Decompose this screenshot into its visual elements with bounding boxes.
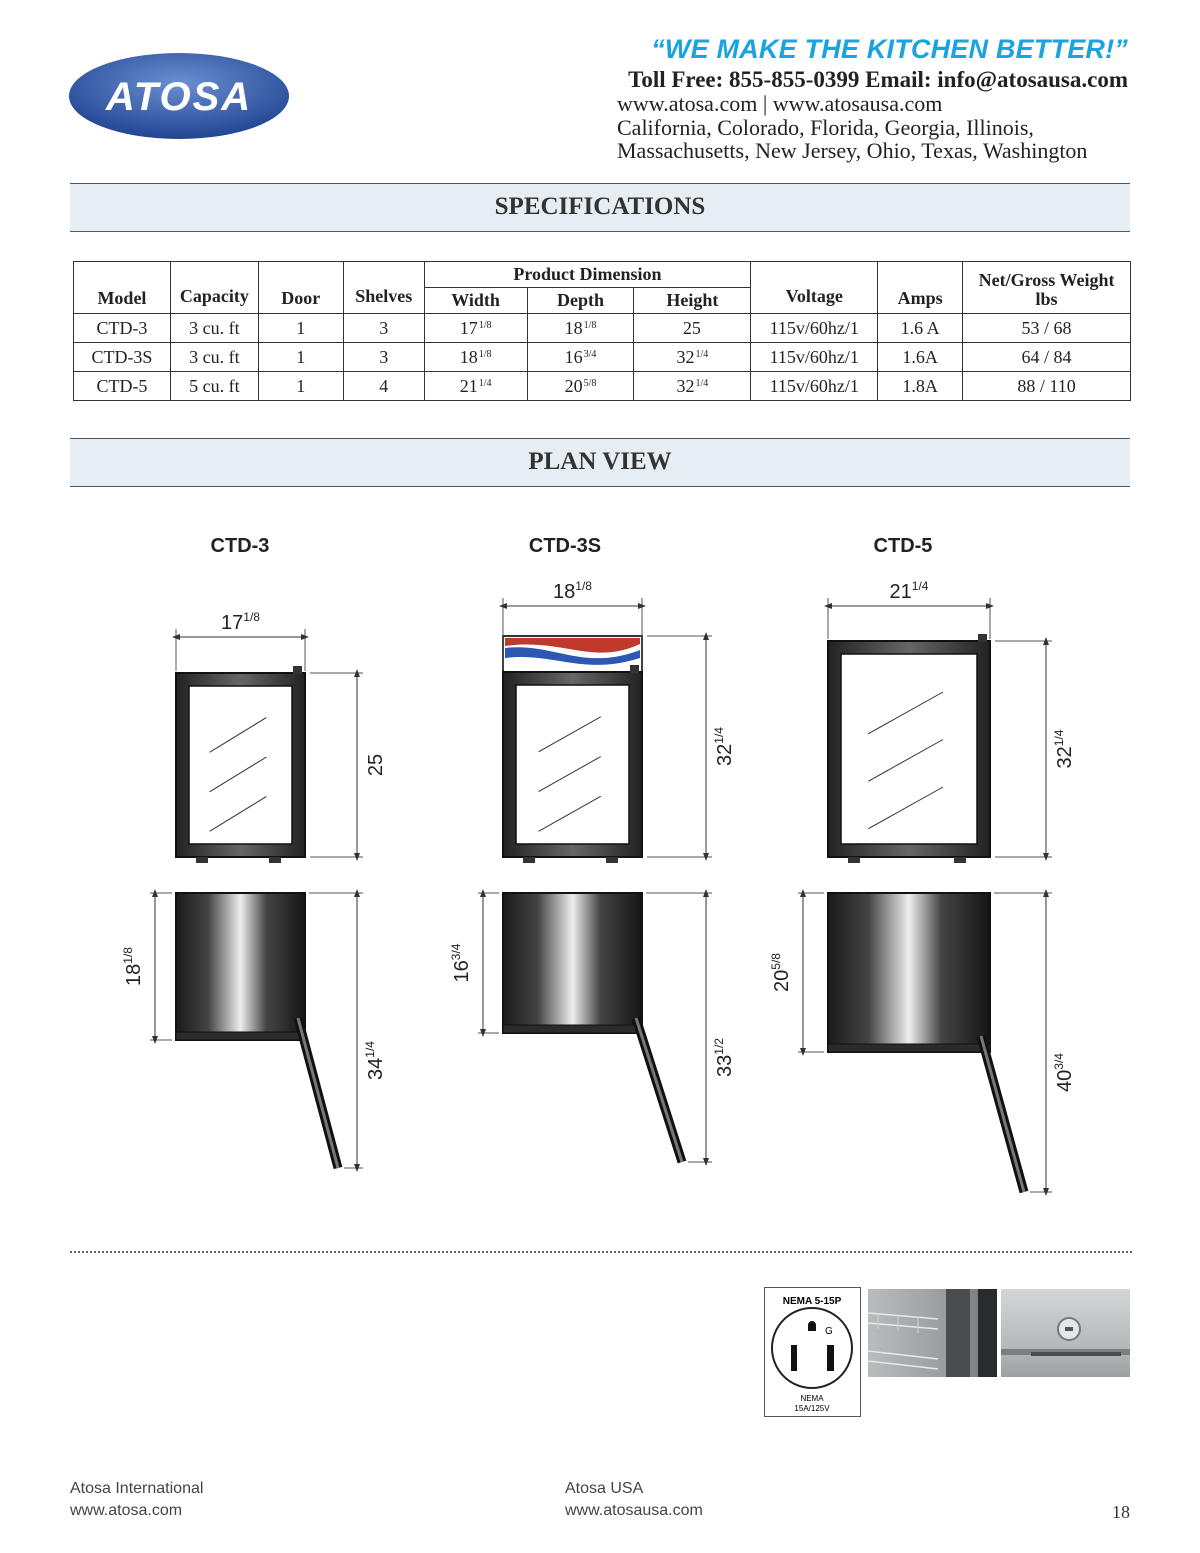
footer-divider (70, 1251, 1132, 1253)
footer-company-international: Atosa International (70, 1480, 204, 1497)
cell-voltage-value: 115v/60hz/1 (769, 317, 859, 338)
cell-weight (963, 343, 1131, 372)
cell-width-value: 18 (459, 346, 478, 367)
header-weight (963, 262, 1131, 314)
hinge-mark (630, 665, 639, 673)
width-dimension-label-value: 17 (221, 612, 244, 634)
cell-width-fraction: 1/8 (478, 348, 492, 360)
cell-door-value: 1 (296, 346, 306, 367)
width-dimension-label (221, 610, 260, 634)
cell-shelves (343, 343, 424, 372)
cell-model-value: CTD-3 (96, 317, 148, 338)
height-dimension-label-value: 32 (1054, 746, 1076, 769)
header-capacity: Capacity (170, 262, 258, 314)
cell-weight-value: 64 / 84 (1021, 346, 1072, 367)
table-row (74, 314, 1131, 343)
cell-model (74, 343, 171, 372)
open-door-highlight (298, 1018, 338, 1168)
cell-voltage-value: 115v/60hz/1 (769, 375, 859, 396)
svg-text:ATOSA: ATOSA (105, 75, 253, 119)
cell-door (258, 343, 343, 372)
depth-dimension-label-fraction: 3/4 (449, 943, 463, 961)
depth-dimension-label-value: 16 (451, 960, 473, 983)
door-edge (176, 1032, 305, 1040)
header-height: Height (634, 288, 751, 314)
height-dimension-label (712, 727, 736, 766)
model-drawing-title: CTD-5 (873, 535, 933, 557)
glass-door (516, 685, 629, 844)
hinge-mark (293, 666, 302, 674)
cell-width-fraction: 1/8 (478, 319, 492, 331)
leveling-foot (523, 857, 535, 863)
cell-weight (963, 314, 1131, 343)
cell-capacity (170, 314, 258, 343)
plan-view-heading-bar (70, 438, 1130, 487)
width-dimension-label (890, 579, 929, 603)
cabinet-top-view (176, 893, 305, 1040)
cell-amps-value: 1.6A (902, 346, 938, 367)
header-door: Door (258, 262, 343, 314)
cell-model-value: CTD-5 (96, 375, 148, 396)
specifications-table (73, 261, 1131, 401)
cell-voltage (751, 314, 878, 343)
leveling-foot (954, 857, 966, 863)
header-depth: Depth (527, 288, 634, 314)
cell-height-value: 25 (682, 317, 701, 338)
cell-height-value: 32 (676, 375, 695, 396)
leveling-foot (848, 857, 860, 863)
table-header-row (74, 262, 1131, 288)
cell-depth-value: 18 (564, 317, 583, 338)
table-row (74, 372, 1131, 401)
open-depth-dimension-label (1052, 1053, 1076, 1092)
cabinet-top-view (503, 893, 642, 1033)
cell-height (634, 372, 751, 401)
specifications-heading-bar (70, 183, 1130, 232)
cell-depth-value: 16 (564, 346, 583, 367)
header-voltage: Voltage (751, 262, 878, 314)
model-drawing-title: CTD-3S (528, 535, 602, 557)
cell-depth (527, 343, 634, 372)
door-edge (828, 1044, 990, 1052)
width-dimension-label-value: 18 (553, 581, 576, 603)
cell-width (424, 372, 527, 401)
door-edge (503, 1025, 642, 1033)
header-weight-line1: Net/Gross Weight (978, 270, 1115, 290)
depth-dimension-label-value: 18 (123, 963, 145, 986)
cell-door-value: 1 (296, 375, 306, 396)
states-line-2: Massachusetts, New Jersey, Ohio, Texas, Washington (617, 138, 1088, 163)
cell-width (424, 314, 527, 343)
hinge-mark (978, 634, 987, 642)
cell-shelves (343, 372, 424, 401)
cell-door-value: 1 (296, 317, 306, 338)
nema-plug-diagram (764, 1287, 861, 1417)
cell-height (634, 314, 751, 343)
header-shelves: Shelves (343, 262, 424, 314)
leveling-foot (269, 857, 281, 863)
footer-link-atosa[interactable]: www.atosa.com (70, 1502, 183, 1519)
width-dimension-label-fraction: 1/8 (575, 579, 592, 593)
depth-dimension-label-fraction: 5/8 (769, 953, 783, 970)
header-width: Width (424, 288, 527, 314)
svg-text:NEMA: NEMA (800, 1394, 824, 1403)
height-dimension-label (1052, 729, 1076, 768)
cell-capacity-value: 3 cu. ft (189, 317, 240, 338)
cell-model-value: CTD-3S (91, 346, 153, 367)
model-drawing-title: CTD-3 (210, 535, 270, 557)
open-door-highlight (981, 1036, 1024, 1192)
cell-weight (963, 372, 1131, 401)
leveling-foot (196, 857, 208, 863)
footer-company-usa: Atosa USA (565, 1480, 644, 1497)
leveling-foot (606, 857, 618, 863)
height-dimension-label-value: 25 (365, 753, 387, 777)
cell-amps-value: 1.8A (902, 375, 938, 396)
height-dimension-label-fraction: 1/4 (1052, 729, 1066, 747)
footer-link-atosausa[interactable]: www.atosausa.com (565, 1502, 703, 1519)
header-amps: Amps (878, 262, 963, 314)
open-depth-dimension-label-value: 34 (365, 1057, 387, 1080)
depth-dimension-label-fraction: 1/8 (121, 947, 135, 964)
cell-height-fraction: 1/4 (695, 348, 709, 360)
cell-depth-fraction: 3/4 (583, 348, 597, 360)
page-number: 18 (1112, 1502, 1130, 1522)
cell-height (634, 343, 751, 372)
glass-door (189, 686, 292, 844)
cell-amps (878, 372, 963, 401)
width-dimension-label (553, 579, 592, 603)
cell-amps-value: 1.6 A (900, 317, 940, 338)
states-line-1: California, Colorado, Florida, Georgia, Illinois, (617, 115, 1034, 140)
depth-dimension-label-value: 20 (771, 969, 793, 992)
websites-line: www.atosa.com | www.atosausa.com (617, 91, 943, 116)
open-depth-dimension-label-fraction: 1/2 (712, 1038, 726, 1055)
cell-depth-value: 20 (564, 375, 583, 396)
svg-text:NEMA 5-15P: NEMA 5-15P (782, 1296, 842, 1307)
cell-shelves (343, 314, 424, 343)
cell-amps (878, 314, 963, 343)
cell-door (258, 314, 343, 343)
open-depth-dimension-label (712, 1038, 736, 1077)
cell-voltage (751, 343, 878, 372)
width-dimension-label-value: 21 (889, 581, 912, 603)
cabinet-top-view (828, 893, 990, 1052)
open-depth-dimension-label-value: 40 (1054, 1069, 1076, 1092)
specifications-title: SPECIFICATIONS (494, 193, 706, 220)
open-door-highlight (636, 1018, 682, 1162)
cell-weight-value: 53 / 68 (1021, 317, 1072, 338)
cell-depth-fraction: 1/8 (583, 319, 597, 331)
cell-shelves-value: 4 (379, 375, 389, 396)
plan-view-title: PLAN VIEW (528, 448, 672, 475)
svg-text:G: G (825, 1326, 833, 1337)
height-dimension-label-fraction: 1/4 (712, 727, 726, 744)
cell-height-value: 32 (676, 346, 695, 367)
cell-height-fraction: 1/4 (695, 377, 709, 389)
cell-shelves-value: 3 (379, 346, 389, 367)
cell-amps (878, 343, 963, 372)
cell-capacity-value: 5 cu. ft (189, 375, 240, 396)
svg-text:15A/125V: 15A/125V (794, 1404, 830, 1413)
cell-model (74, 372, 171, 401)
cell-width-value: 21 (459, 375, 478, 396)
cell-capacity (170, 372, 258, 401)
open-depth-dimension-label-value: 33 (714, 1054, 736, 1077)
cell-depth (527, 372, 634, 401)
cell-voltage-value: 115v/60hz/1 (769, 346, 859, 367)
glass-door (841, 654, 977, 844)
depth-dimension-label (121, 947, 145, 986)
header-model: Model (74, 262, 171, 314)
header-product-dimension: Product Dimension (424, 262, 751, 288)
depth-dimension-label (769, 953, 793, 992)
contact-line: Toll Free: 855-855-0399 Email: info@atosausa.com (628, 67, 1128, 92)
cell-model (74, 314, 171, 343)
cell-depth (527, 314, 634, 343)
table-row (74, 343, 1131, 372)
cell-depth-fraction: 5/8 (583, 377, 597, 389)
open-depth-dimension-label-fraction: 1/4 (363, 1041, 377, 1058)
width-dimension-label-fraction: 1/8 (243, 610, 260, 624)
height-dimension-label (365, 754, 387, 776)
tagline: “WE MAKE THE KITCHEN BETTER!” (651, 34, 1128, 64)
cell-width-fraction: 1/4 (478, 377, 492, 389)
cell-shelves-value: 3 (379, 317, 389, 338)
atosa-logo (68, 52, 290, 140)
cell-weight-value: 88 / 110 (1017, 375, 1076, 396)
open-depth-dimension-label-fraction: 3/4 (1052, 1053, 1066, 1070)
width-dimension-label-fraction: 1/4 (911, 579, 929, 593)
depth-dimension-label (449, 943, 473, 982)
open-depth-dimension-label (363, 1041, 387, 1080)
height-dimension-label-value: 32 (714, 743, 736, 766)
cell-width-value: 17 (459, 317, 478, 338)
plan-view-drawings (0, 520, 1200, 1220)
cell-capacity-value: 3 cu. ft (189, 346, 240, 367)
cell-capacity (170, 343, 258, 372)
interior-shelf-photo (868, 1289, 997, 1377)
cell-door (258, 372, 343, 401)
cell-voltage (751, 372, 878, 401)
cell-width (424, 343, 527, 372)
door-lock-photo (1001, 1289, 1130, 1377)
header-weight-line2: lbs (1035, 289, 1058, 309)
